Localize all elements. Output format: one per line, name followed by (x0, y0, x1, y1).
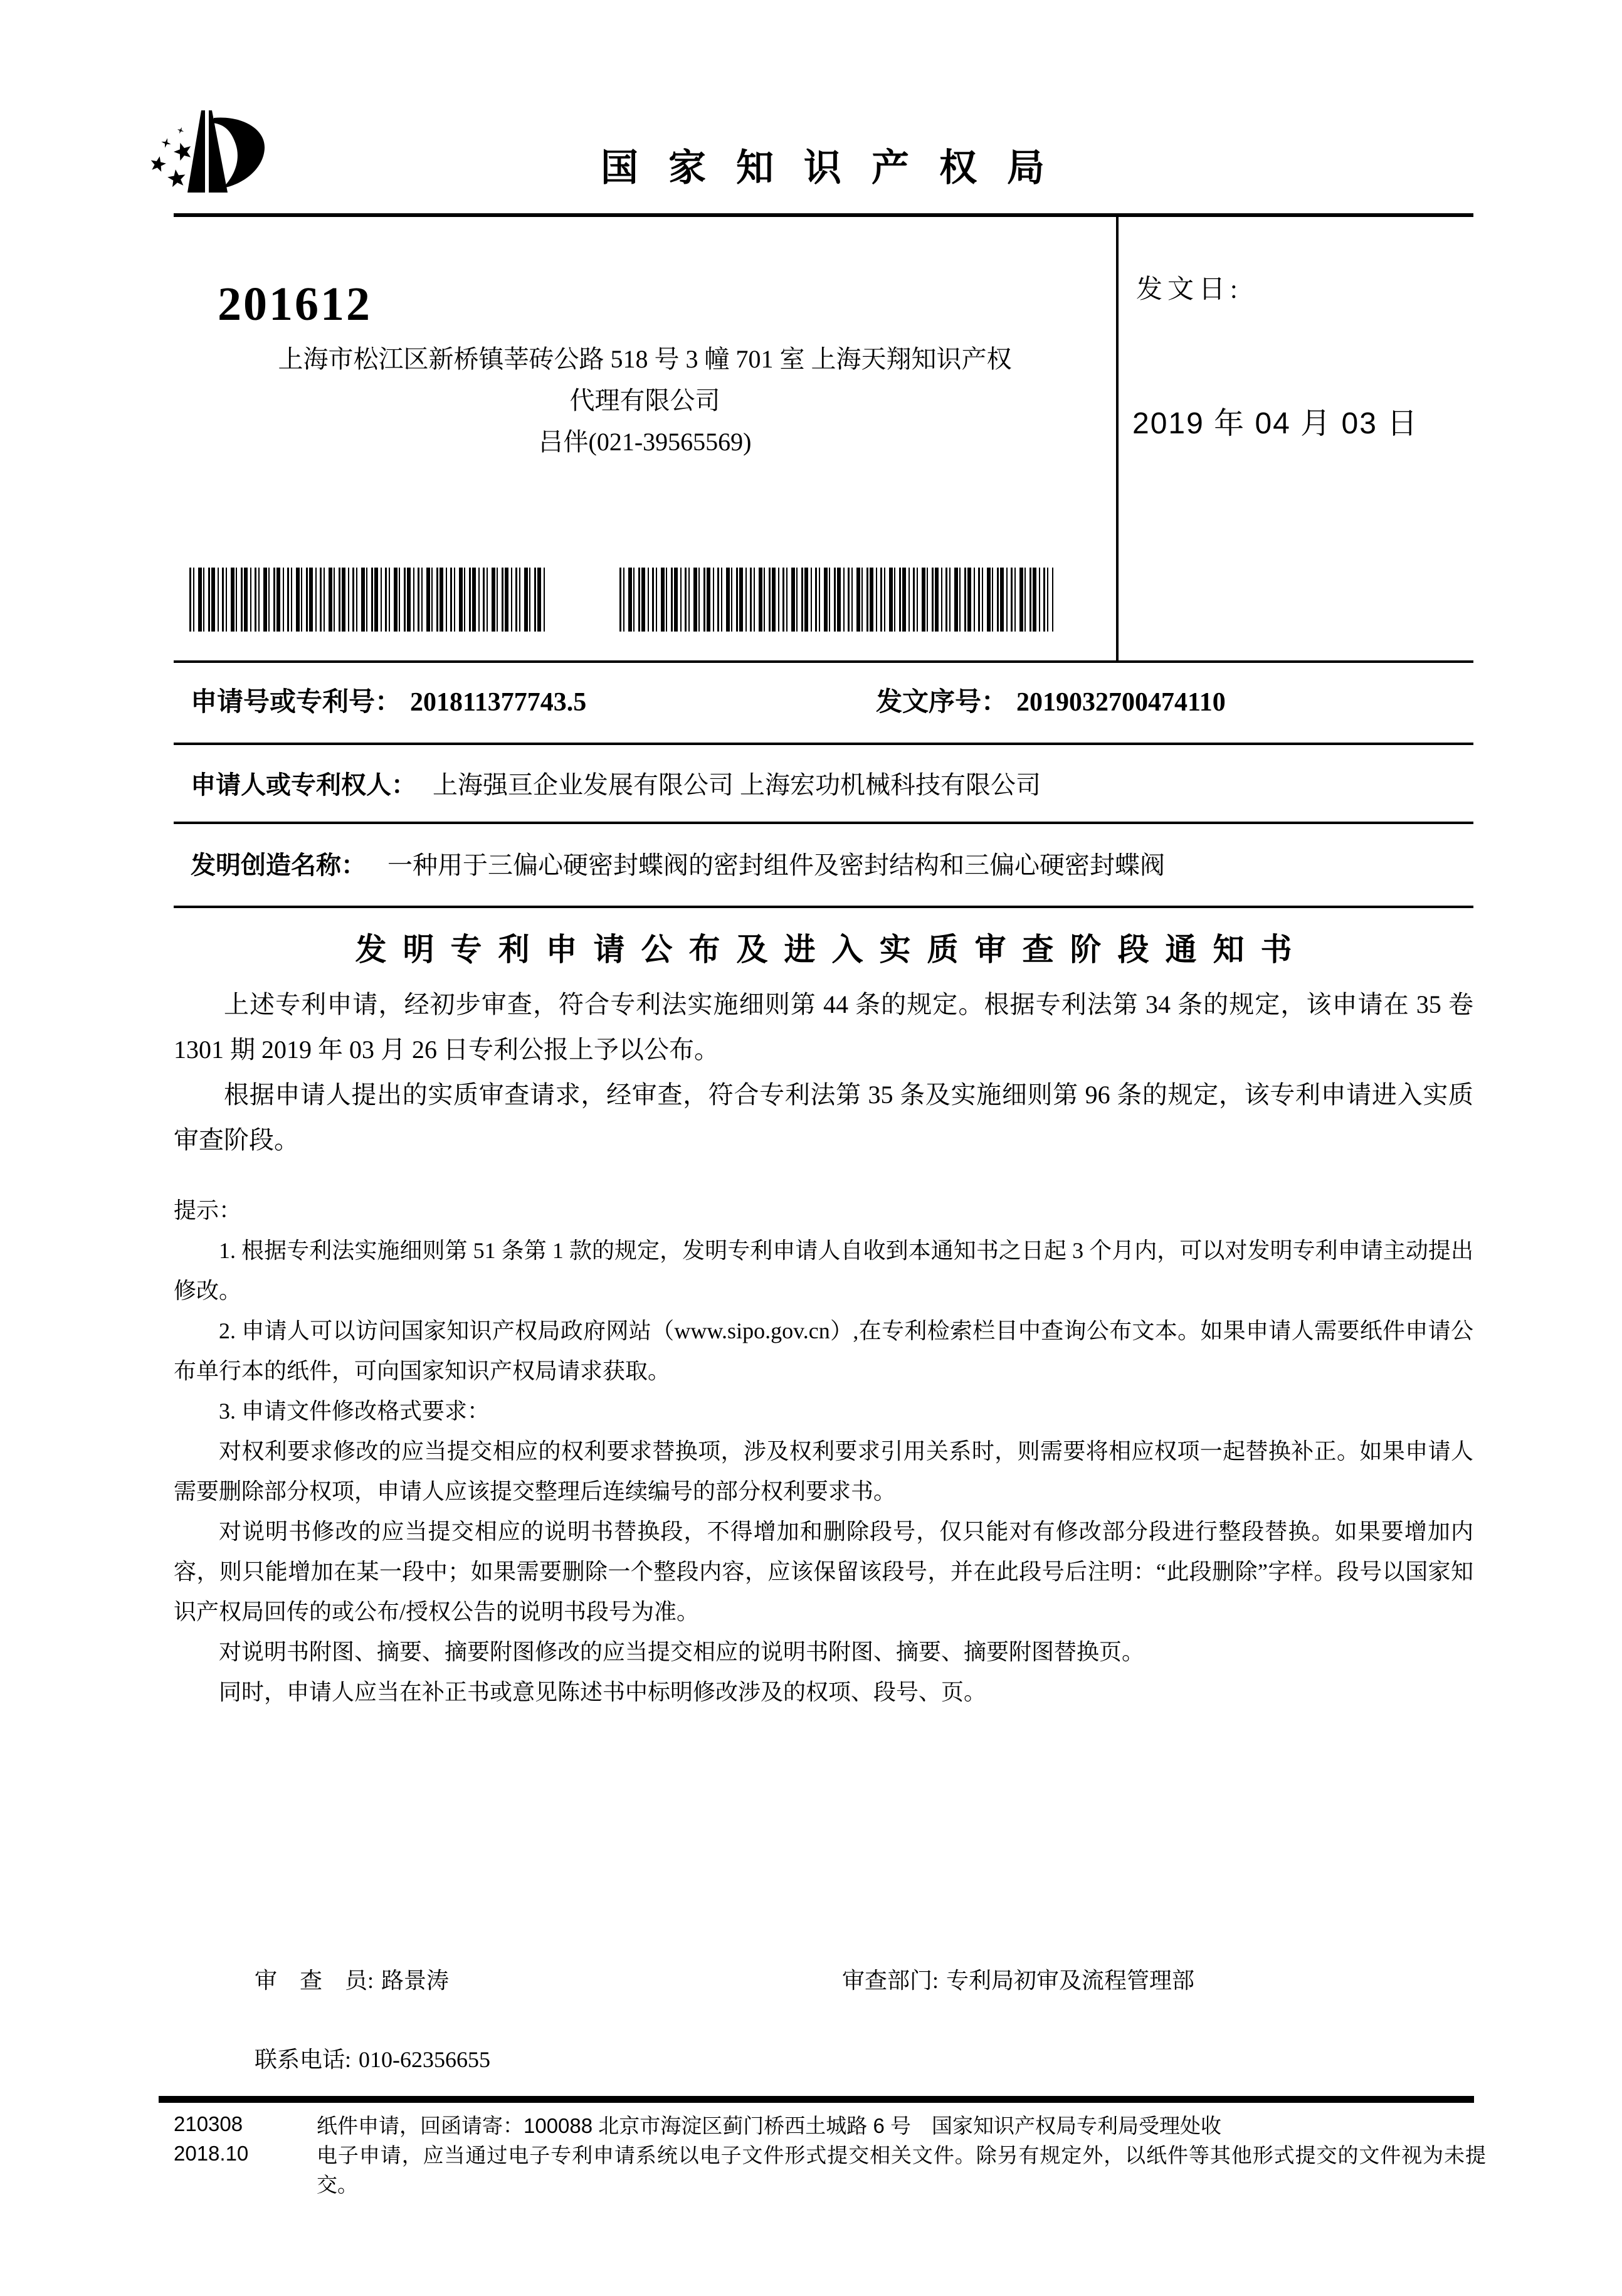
invention-title-value: 一种用于三偏心硬密封蝶阀的密封组件及密封结构和三偏心硬密封蝶阀 (387, 851, 1165, 879)
footer-paper-filing-note: 纸件申请，回函请寄：100088 北京市海淀区蓟门桥西土城路 6 号 国家知识产权局专利局受理处收 (317, 2114, 1221, 2137)
rule-under-application-number (174, 743, 1473, 745)
notice-title: 发明专利申请公布及进入实质审查阶段通知书 (355, 932, 1309, 967)
hint-item-2: 2. 申请人可以访问国家知识产权局政府网站（www.sipo.gov.cn）,在专利检索栏目中查询公布文本。如果申请人需要纸件申请公布单行本的纸件，可向国家知识产权局请求获取。 (174, 1318, 1473, 1383)
hint-item-3c: 对说明书附图、摘要、摘要附图修改的应当提交相应的说明书附图、摘要、摘要附图替换页。 (219, 1639, 1145, 1664)
serial-number-row (876, 681, 1226, 719)
notice-paragraph-1: 上述专利申请，经初步审查，符合专利法实施细则第 44 条的规定。根据专利法第 34 条的规定，该申请在 35 卷 1301 期 2019 年 03 月 26 日专利公报上予以公布。 (174, 990, 1473, 1064)
application-number-label: 申请号或专利号： (191, 688, 402, 717)
invention-title-row (191, 845, 1165, 881)
notice-paragraph-2: 根据申请人提出的实质审查请求，经审查，符合专利法第 35 条及实施细则第 96 条的规定，该专利申请进入实质审查阶段。 (174, 1081, 1473, 1154)
examiner-row (255, 1963, 449, 1995)
agent-contact: 吕伴(021-39565569) (538, 428, 752, 456)
issue-date-value: 2019 年 04 月 03 日 (1132, 407, 1419, 440)
hint-item-3d: 同时，申请人应当在补正书或意见陈述书中标明修改涉及的权项、段号、页。 (219, 1680, 987, 1705)
form-revision-date: 2018.10 (174, 2142, 249, 2165)
address-line-2: 代理有限公司 (569, 386, 720, 415)
department-row (842, 1963, 1194, 1995)
application-number-value: 201811377743.5 (410, 688, 587, 717)
invention-title-label: 发明创造名称： (191, 851, 366, 879)
agency-title: 国家知识产权局 (601, 147, 1075, 189)
phone-label: 联系电话: (255, 2047, 352, 2072)
rule-under-invention-title (174, 906, 1473, 908)
notice-body (174, 982, 1473, 1163)
examiner-name: 路景涛 (381, 1968, 450, 1993)
application-number-row (191, 681, 586, 719)
issue-date-label: 发文日: (1136, 275, 1243, 304)
info-box-divider (1116, 216, 1119, 662)
hints-section (174, 1190, 1473, 1712)
rule-under-barcodes (174, 660, 1473, 663)
header-rule (174, 213, 1473, 217)
hint-item-3: 3. 申请文件修改格式要求： (219, 1399, 490, 1424)
rule-under-applicant (174, 822, 1473, 824)
serial-number-value: 2019032700474110 (1016, 688, 1226, 717)
footer-instructions (317, 2111, 1486, 2199)
footer-rule (159, 2096, 1474, 2103)
hint-item-1: 1. 根据专利法实施细则第 51 条第 1 款的规定，发明专利申请人自收到本通知书之日起 3 个月内，可以对发明专利申请主动提出修改。 (174, 1238, 1473, 1303)
form-number: 210308 (174, 2112, 243, 2135)
hint-item-3a: 对权利要求修改的应当提交相应的权利要求替换项，涉及权利要求引用关系时，则需要将相应权项一起替换补正。如果申请人需要删除部分权项，申请人应该提交整理后连续编号的部分权利要求书。 (174, 1439, 1473, 1504)
examiner-label: 审 查 员: (255, 1968, 374, 1993)
phone-number: 010-62356655 (359, 2047, 491, 2072)
sipo-logo-icon (149, 105, 268, 199)
address-line-1: 上海市松江区新桥镇莘砖公路 518 号 3 幢 701 室 上海天翔知识产权 (278, 345, 1012, 373)
applicant-row (191, 765, 1041, 801)
hint-item-3b: 对说明书修改的应当提交相应的说明书替换段，不得增加和删除段号，仅只能对有修改部分段进行整段替换。如果要增加内容，则只能增加在某一段中；如果需要删除一个整段内容，应该保留该段号，并在此段号后注明：“此段删除”字样。段号以国家知识产权局回传的或公布/授权公告的说明书段号为准。 (174, 1519, 1473, 1624)
applicant-value: 上海强亘企业发展有限公司 上海宏功机械科技有限公司 (433, 771, 1041, 799)
applicant-label: 申请人或专利权人： (191, 771, 416, 799)
footer-efiling-note: 电子申请，应当通过电子专利申请系统以电子文件形式提交相关文件。除另有规定外，以纸件等其他形式提交的文件视为未提交。 (317, 2144, 1486, 2196)
hints-label: 提示： (174, 1198, 242, 1223)
recipient-address (174, 339, 1116, 463)
department-label: 审查部门: (842, 1968, 939, 1993)
barcode-application-number (189, 568, 545, 632)
department-name: 专利局初审及流程管理部 (946, 1968, 1195, 1993)
mail-code: 201612 (218, 278, 372, 331)
barcode-serial-number (619, 568, 1053, 632)
serial-number-label: 发文序号： (876, 688, 1008, 717)
phone-row (255, 2042, 490, 2074)
